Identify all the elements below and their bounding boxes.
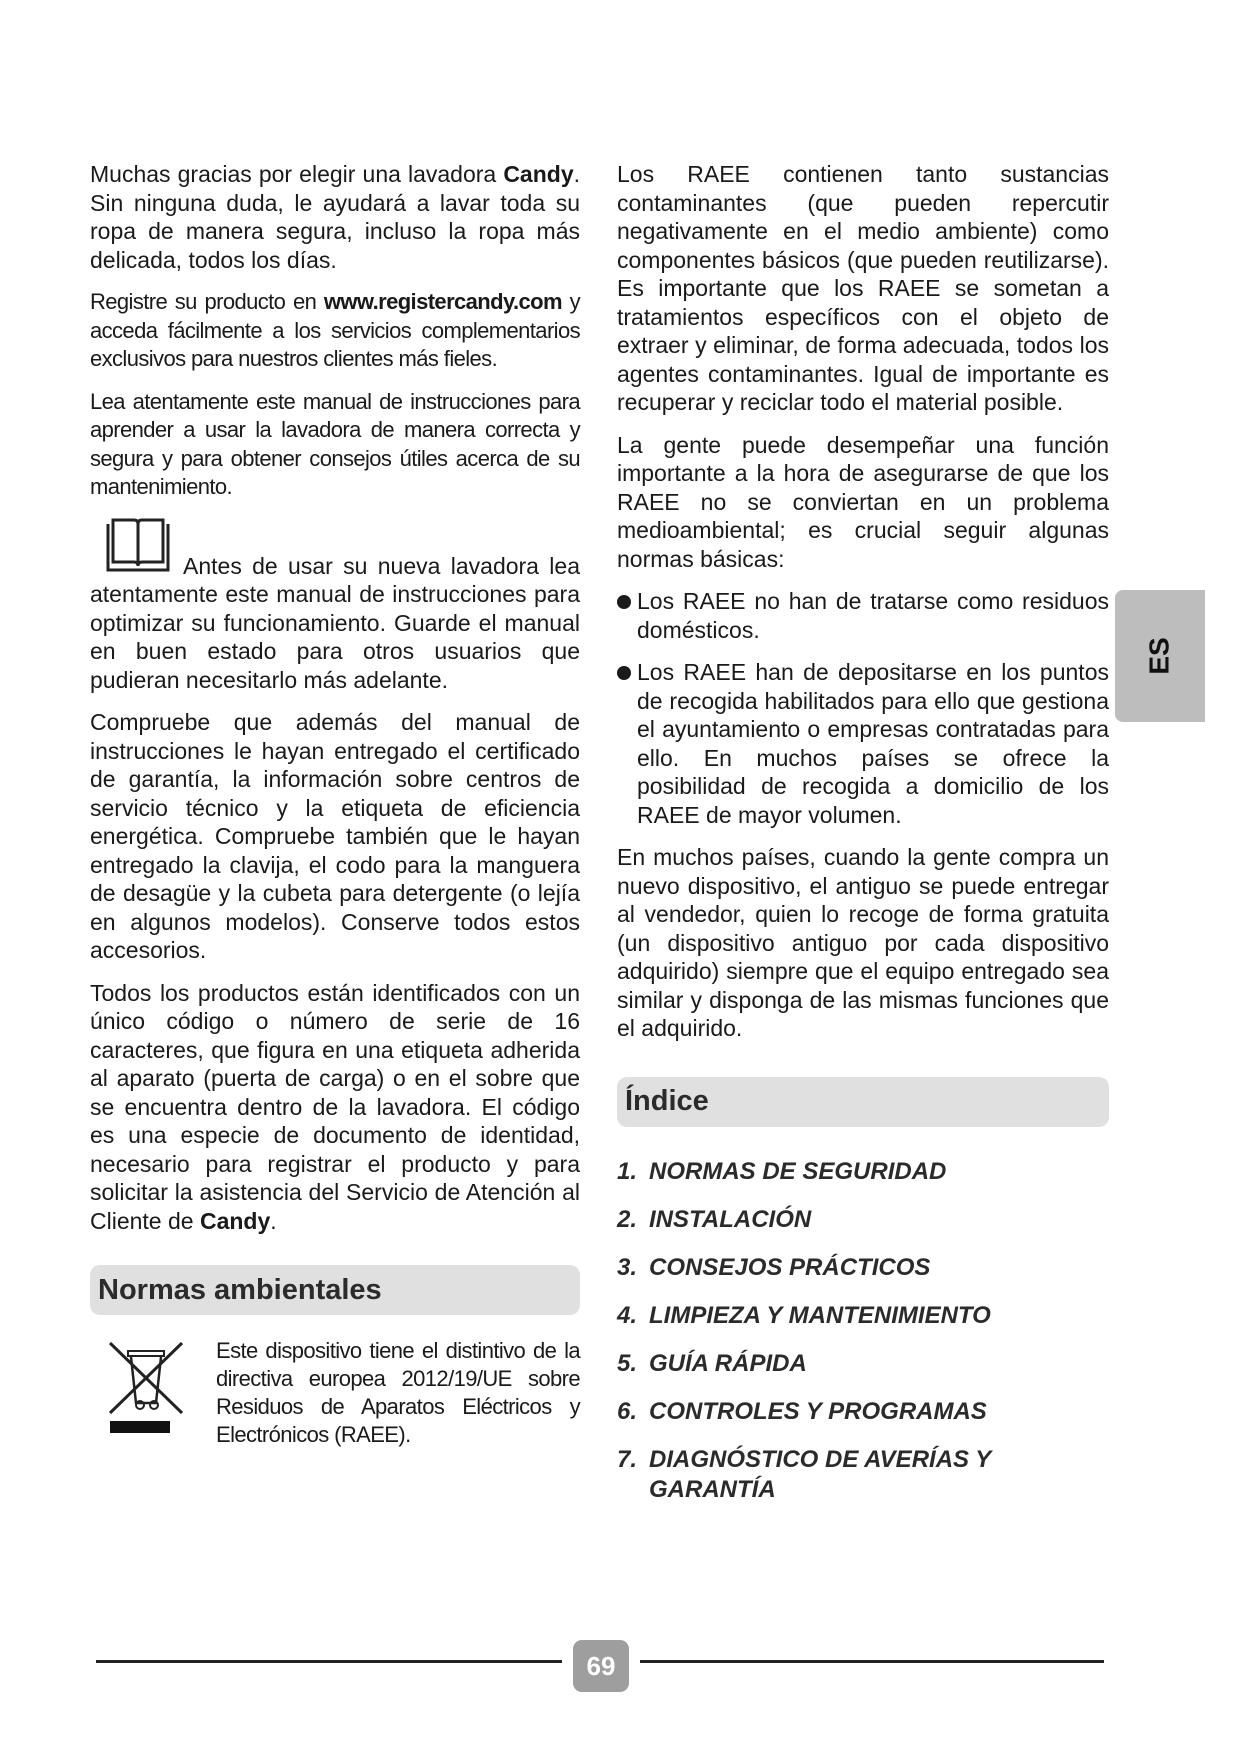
weee-notice	[90, 1337, 580, 1463]
index-heading: Índice	[617, 1077, 1109, 1127]
bullet-icon	[617, 595, 631, 609]
register-paragraph: Registre su producto en www.registercandy.com y acceda fácilmente a los servicios complementarios exclusivos para nuestros clientes más fieles.	[90, 289, 580, 371]
people-paragraph: La gente puede desempeñar una función importante a la hora de asegurarse de que los RAEE no se conviertan en un problema medioambiental; es crucial seguir algunas normas básicas:	[617, 431, 1109, 572]
book-icon	[104, 516, 172, 576]
toc-item[interactable]: 4. LIMPIEZA Y MANTENIMIENTO	[617, 1301, 991, 1329]
right-column	[617, 160, 1109, 1523]
toc-item[interactable]: 1. NORMAS DE SEGURIDAD	[617, 1157, 947, 1185]
toc-item[interactable]: 3. CONSEJOS PRÁCTICOS	[617, 1253, 931, 1281]
read-manual-paragraph: Lea atentamente este manual de instrucciones para aprender a usar la lavadora de manera correcta y segura y para obtener consejos útiles acerca de su mantenimiento.	[90, 388, 580, 499]
left-column	[90, 160, 580, 1463]
manual-notice	[90, 516, 580, 695]
products-paragraph: Todos los productos están identificados con un único código o número de serie de 16 caracteres, que figura en una etiqueta adherida al aparato (puerta de carga) o en el sobre que se encuentra dentro de la lavadora. El código es una especie de documento de identidad, necesario para registrar el producto y para solicitar la asistencia del Servicio de Atención al Cliente de Candy.	[90, 979, 580, 1234]
footer-divider-right	[640, 1660, 1104, 1663]
toc-item[interactable]: 5. GUÍA RÁPIDA	[617, 1349, 807, 1377]
list-item: Los RAEE no han de tratarse como residuos domésticos.	[617, 587, 1109, 644]
before-use-paragraph: Antes de usar su nueva lavadora lea atentamente este manual de instrucciones para optimizar su funcionamiento. Guarde el manual en buen estado para otros usuarios que pudieran necesitarlo más adelante.	[90, 552, 580, 693]
table-of-contents	[617, 1157, 1109, 1505]
bullet-icon	[617, 666, 631, 680]
many-countries-paragraph: En muchos países, cuando la gente compra un nuevo dispositivo, el antiguo se puede entregar al vendedor, quien lo recoge de forma gratuita (un dispositivo antiguo por cada dispositivo adquirido) siempre que el equipo entregado sea similar y disponga de las mismas funciones que el adquirido.	[617, 844, 1109, 1041]
raee-contain-paragraph: Los RAEE contienen tanto sustancias contaminantes (que pueden repercutir negativamente en el medio ambiente) como componentes básicos (que pueden reutilizarse). Es importante que los RAEE se sometan a tratamientos específicos con el objeto de extraer y eliminar, de forma adecuada, todos los agentes contaminantes. Igual de importante es recuperar y reciclar todo el material posible.	[617, 161, 1109, 415]
toc-item[interactable]: 2. INSTALACIÓN	[617, 1205, 812, 1233]
page-number: 69	[573, 1640, 629, 1692]
check-paragraph: Compruebe que además del manual de instrucciones le hayan entregado el certificado de garantía, la información sobre centros de servicio técnico y la etiqueta de eficiencia energética. Compruebe también que le hayan entregado la clavija, el codo para la manguera de desagüe y la cubeta para detergente (o lejía en algunos modelos). Conserve todos estos accesorios.	[90, 709, 580, 963]
env-heading: Normas ambientales	[90, 1265, 580, 1315]
weee-text: Este dispositivo tiene el distintivo de la directiva europea 2012/19/UE sobre Residuos de Aparatos Eléctricos y Electrónicos (RAEE).	[216, 1338, 580, 1447]
intro-paragraph: Muchas gracias por elegir una lavadora Candy. Sin ninguna duda, le ayudará a lavar toda su ropa de manera segura, incluso la ropa más delicada, todos los días.	[90, 161, 580, 273]
language-tab[interactable]: ES	[1115, 590, 1205, 722]
register-link[interactable]: www.registercandy.com	[323, 289, 562, 314]
list-item: Los RAEE han de depositarse en los puntos de recogida habilitados para ello que gestiona el ayuntamiento o empresas contratadas para ello. En muchos países se ofrece la posibilidad de recogida a domicilio de los RAEE de mayor volumen.	[617, 658, 1109, 829]
toc-item[interactable]: 6. CONTROLES Y PROGRAMAS	[617, 1397, 987, 1425]
crossed-bin-icon	[106, 1337, 190, 1437]
toc-item[interactable]: 7. DIAGNÓSTICO DE AVERÍAS Y GARANTÍA	[617, 1445, 991, 1503]
footer-divider-left	[96, 1660, 562, 1663]
